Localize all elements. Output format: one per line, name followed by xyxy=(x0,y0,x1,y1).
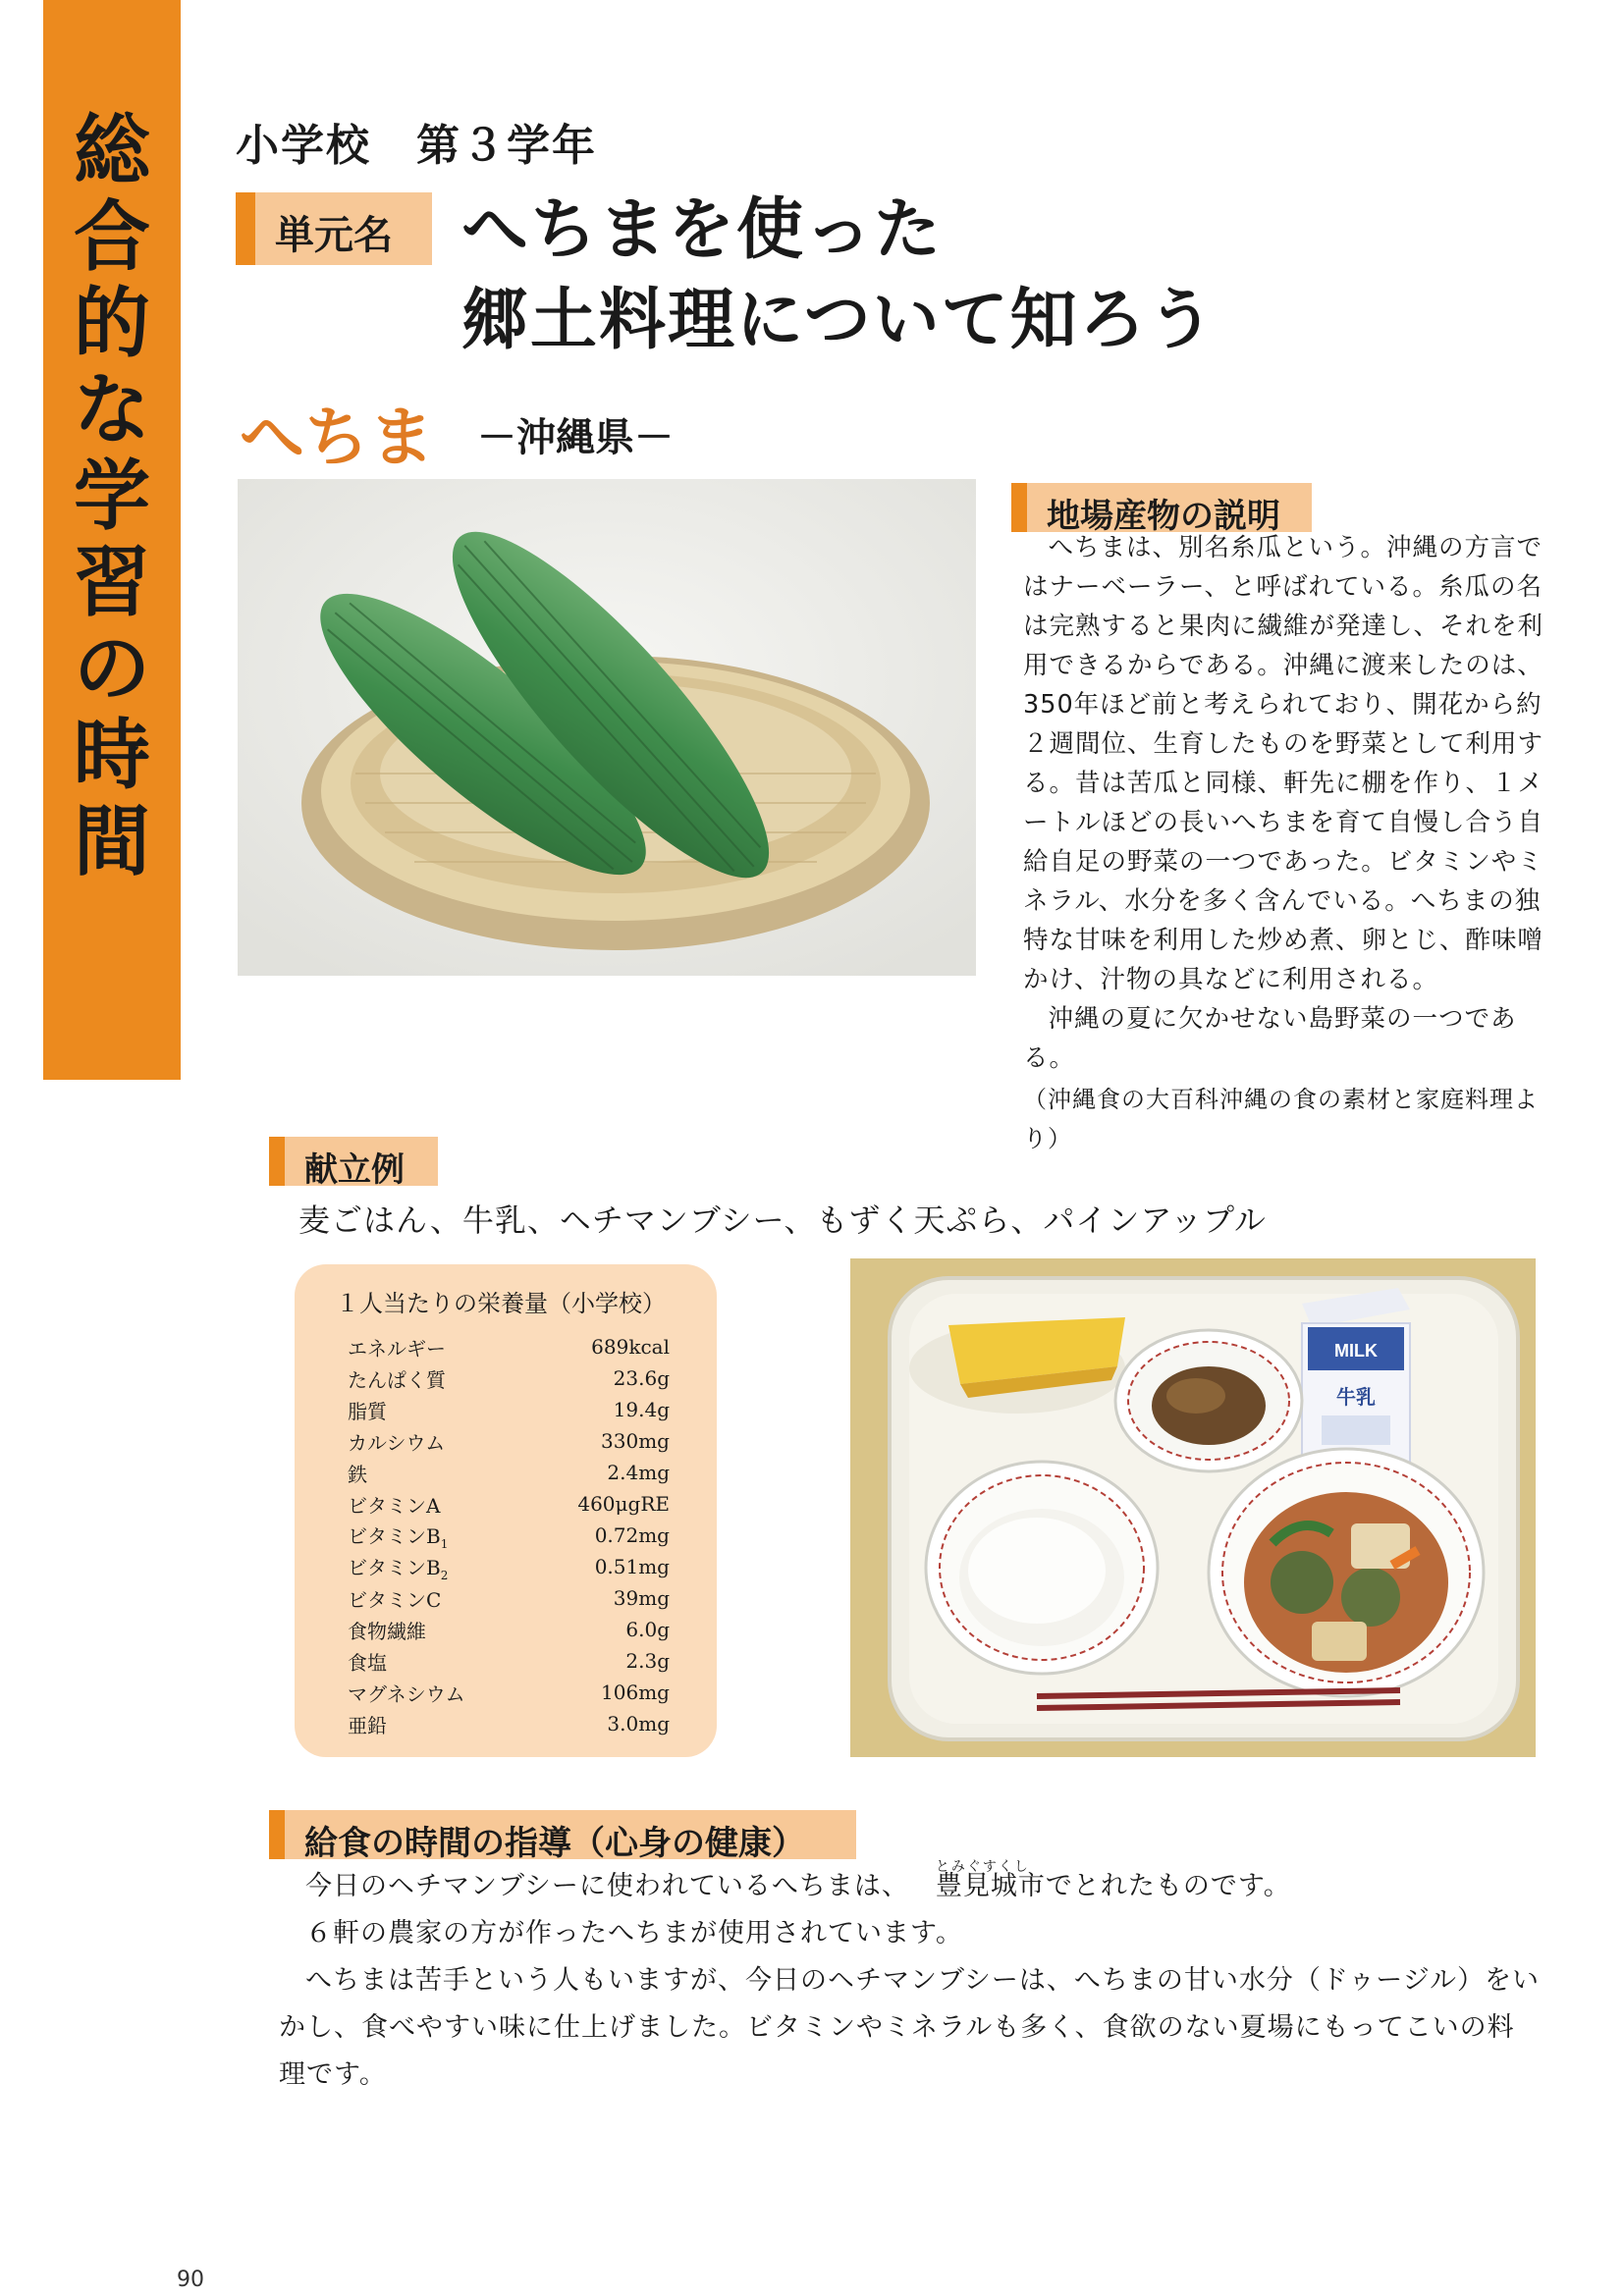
grade-label: 小学校 第３学年 xyxy=(236,121,597,171)
meal-photo xyxy=(850,1258,1536,1757)
nutrient-name: エネルギー xyxy=(348,1336,446,1361)
nutrition-table xyxy=(348,1331,670,1739)
nutrient-value: 0.72mg xyxy=(594,1523,670,1547)
school-lunch-tray-illustration xyxy=(850,1258,1536,1757)
side-char: 間 xyxy=(73,797,150,886)
nutrition-title: １人当たりの栄養量（小学校） xyxy=(336,1290,666,1317)
side-char: 総 xyxy=(73,106,150,195)
table-row xyxy=(348,1677,670,1708)
nutrient-name: ビタミンA xyxy=(348,1493,441,1518)
local-product-description xyxy=(1023,528,1565,1158)
table-row xyxy=(348,1362,670,1394)
place-name xyxy=(909,1859,1046,1910)
place-name-text: 豊見城市 xyxy=(935,1871,1046,1901)
nutrient-name: 食物繊維 xyxy=(348,1619,426,1643)
menu-items: 麦ごはん、牛乳、ヘチマンブシー、もずく天ぷら、パインアップル xyxy=(298,1201,1267,1239)
nutrient-name: ビタミンC xyxy=(348,1587,442,1612)
heading-accent xyxy=(1011,483,1027,532)
nutrient-name: 食塩 xyxy=(348,1650,387,1675)
unit-title-line1: へちまを使った xyxy=(461,190,944,269)
nutrient-subscript: 2 xyxy=(440,1568,449,1582)
table-row xyxy=(348,1551,670,1582)
nutrient-name: 脂質 xyxy=(348,1399,387,1423)
milk-jp-label: 牛乳 xyxy=(1336,1385,1376,1409)
guidance-paragraph xyxy=(279,1859,1542,1910)
description-paragraph: へちまは、別名糸瓜という。沖縄の方言ではナーベーラー、と呼ばれている。糸瓜の名は完熟すると果肉に繊維が発達し、それを利用できるからである。沖縄に渡来したのは、350年ほど前と考えられており、開花から約２週間位、生育したものを野菜として利用する。昔は苦瓜と同様、軒先に棚を作り、１メートルほどの長いへちまを育て自慢し合う自給自足の野菜の一つであった。ビタミンやミネラル、水分を多く含んでいる。へちまの独特な甘味を利用した炒め煮、卵とじ、酢味噌かけ、汁物の具などに利用される。 xyxy=(1023,533,1544,994)
page-number: 90 xyxy=(177,2268,204,2292)
local-product-heading-text: 地場産物の説明 xyxy=(1047,497,1280,536)
unit-label-text: 単元名 xyxy=(275,213,393,258)
table-row xyxy=(348,1708,670,1739)
nutrient-value: 23.6g xyxy=(613,1366,670,1390)
table-row xyxy=(348,1394,670,1425)
table-row xyxy=(348,1331,670,1362)
menu-heading xyxy=(269,1137,438,1190)
nutrient-name: カルシウム xyxy=(348,1430,446,1455)
heading-accent xyxy=(269,1137,285,1186)
table-row xyxy=(348,1457,670,1488)
guidance-text-segment: でとれたものです。 xyxy=(1045,1871,1291,1901)
nutrient-name: 鉄 xyxy=(348,1462,367,1486)
item-region: －沖縄県－ xyxy=(477,415,674,460)
unit-label-box xyxy=(236,192,432,265)
nutrient-value: 2.4mg xyxy=(607,1461,670,1484)
table-row xyxy=(348,1614,670,1645)
table-row xyxy=(348,1582,670,1614)
hechima-photo xyxy=(238,479,976,976)
unit-title-line2: 郷土料理について知ろう xyxy=(461,281,1217,359)
nutrient-value: 2.3g xyxy=(625,1649,670,1673)
side-char: な xyxy=(73,365,150,454)
table-row xyxy=(348,1645,670,1677)
nutrient-value: 0.51mg xyxy=(594,1555,670,1578)
nutrient-value: 39mg xyxy=(613,1586,670,1610)
side-vertical-title xyxy=(43,108,181,885)
menu-heading-text: 献立例 xyxy=(304,1150,405,1190)
table-row xyxy=(348,1520,670,1551)
nutrient-name: ビタミンB xyxy=(348,1523,441,1548)
guidance-heading xyxy=(269,1810,856,1863)
nutrient-name: 亜鉛 xyxy=(348,1713,387,1737)
guidance-paragraph: ６軒の農家の方が作ったへちまが使用されています。 xyxy=(305,1918,963,1949)
description-paragraph: 沖縄の夏に欠かせない島野菜の一つである。 xyxy=(1023,1004,1517,1073)
nutrient-name: マグネシウム xyxy=(348,1682,465,1706)
side-char: 学 xyxy=(73,452,150,541)
description-source: （沖縄食の大百科沖縄の食の素材と家庭料理より） xyxy=(1023,1086,1539,1152)
guidance-text-segment: 今日のヘチマンブシーに使われているへちまは、 xyxy=(305,1871,909,1901)
nutrient-value: 689kcal xyxy=(591,1335,670,1359)
heading-accent xyxy=(269,1810,285,1859)
milk-label: MILK xyxy=(1334,1341,1378,1361)
side-char: 習 xyxy=(73,538,150,627)
side-char: 合 xyxy=(73,192,150,282)
unit-title xyxy=(461,185,1217,365)
nutrient-subscript: 1 xyxy=(440,1536,449,1551)
table-row xyxy=(348,1425,670,1457)
nutrient-value: 106mg xyxy=(601,1681,670,1704)
guidance-text xyxy=(279,1859,1542,2099)
nutrient-name-cell xyxy=(348,1551,528,1582)
side-char: 的 xyxy=(73,279,150,368)
nutrient-name: たんぱく質 xyxy=(348,1367,446,1392)
nutrient-value: 460μgRE xyxy=(577,1492,670,1516)
nutrition-box xyxy=(295,1264,717,1757)
side-char: の xyxy=(73,624,150,714)
nutrient-name: ビタミンB xyxy=(348,1555,441,1579)
local-product-heading xyxy=(1011,483,1312,536)
unit-label-accent xyxy=(236,192,255,265)
guidance-paragraph: へちまは苦手という人もいますが、今日のヘチマンブシーは、へちまの甘い水分（ドゥージル）をいかし、食べやすい味に仕上げました。ビタミンやミネラルも多く、食欲のない夏場にもってこいの料理です。 xyxy=(279,1965,1541,2090)
side-char: 時 xyxy=(73,711,150,800)
nutrient-value: 6.0g xyxy=(625,1618,670,1641)
nutrient-value: 19.4g xyxy=(613,1398,670,1421)
nutrient-name-cell xyxy=(348,1520,528,1551)
guidance-heading-text: 給食の時間の指導（心身の健康） xyxy=(304,1824,805,1863)
item-name: へちま xyxy=(240,400,434,475)
hechima-basket-illustration xyxy=(238,479,976,976)
place-ruby: とみぐすくし xyxy=(935,1859,1030,1875)
nutrient-value: 330mg xyxy=(601,1429,670,1453)
nutrient-value: 3.0mg xyxy=(607,1712,670,1735)
table-row xyxy=(348,1488,670,1520)
